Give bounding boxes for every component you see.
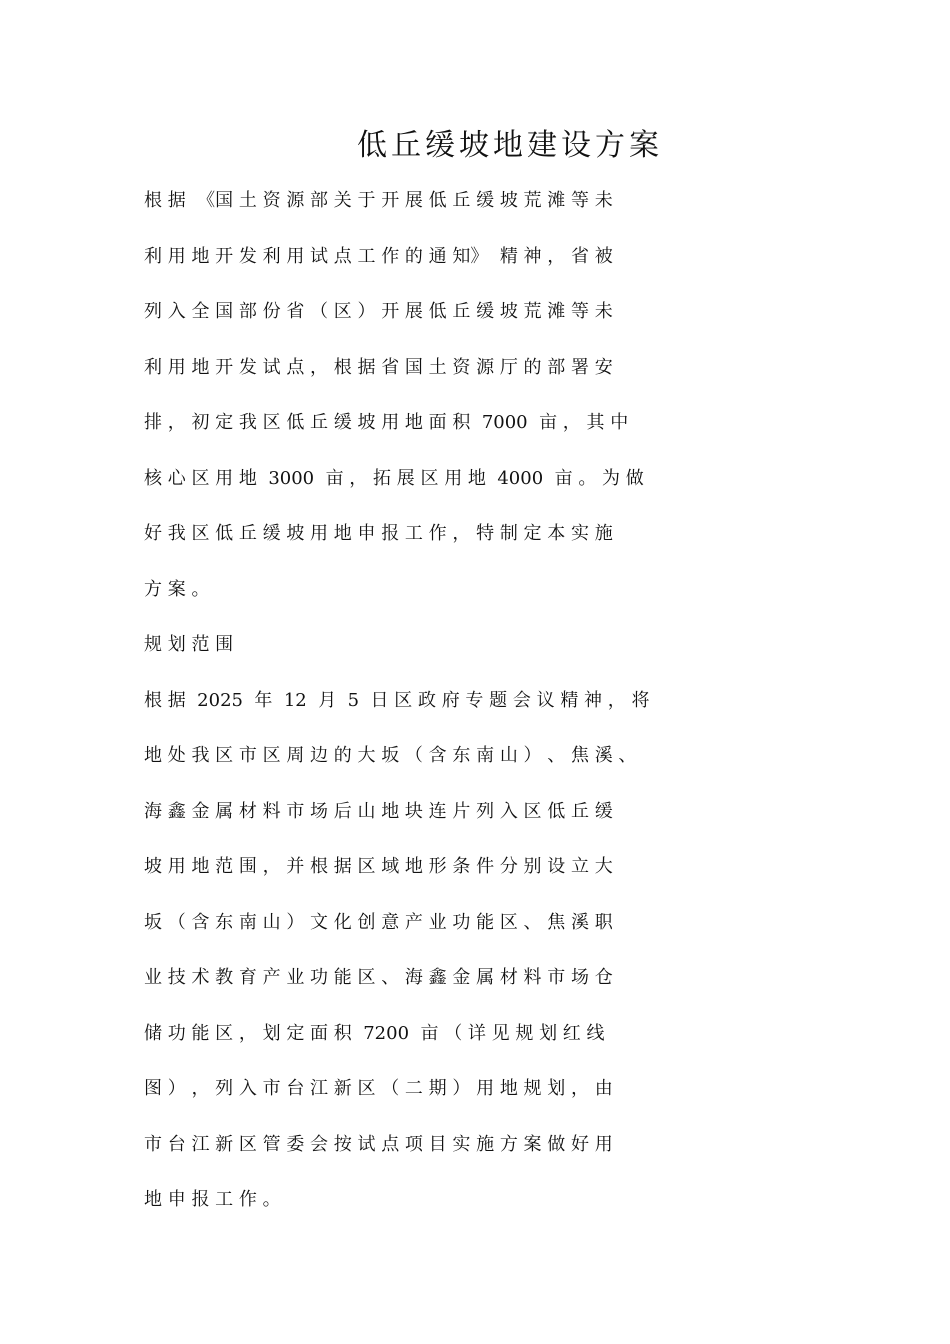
text-line: 利 用 地 开 发 试 点 ， 根 据 省 国 土 资 源 厅 的 部 署 安 [144, 356, 613, 378]
text-line: 列 入 全 国 部 份 省 （ 区 ） 开 展 低 丘 缓 坡 荒 滩 等 未 [144, 301, 613, 322]
text-line: 利 用 地 开 发 利 用 试 点 工 作 的 通 知》 精 神 ， 省 被 [144, 245, 613, 267]
text-line: 根 据 2025 年 12 月 5 日 区 政 府 专 题 会 议 精 神 ， 将 [144, 689, 650, 711]
text-line: 好 我 区 低 丘 缓 坡 用 地 申 报 工 作 ， 特 制 定 本 实 施 [144, 523, 613, 544]
text-line: 储 功 能 区 ， 划 定 面 积 7200 亩 （ 详 见 规 划 红 线 [144, 1022, 605, 1044]
text-line: 坡 用 地 范 围 ， 并 根 据 区 域 地 形 条 件 分 别 设 立 大 [144, 856, 613, 877]
text-line: 排 ， 初 定 我 区 低 丘 缓 坡 用 地 面 积 7000 亩 ， 其 中 [144, 412, 629, 433]
text-line: 地 处 我 区 市 区 周 边 的 大 坂 （ 含 东 南 山 ） 、 焦 溪 、 [144, 745, 637, 766]
text-line: 市 台 江 新 区 管 委 会 按 试 点 项 目 实 施 方 案 做 好 用 [144, 1133, 613, 1155]
text-line: 海 鑫 金 属 材 料 市 场 后 山 地 块 连 片 列 入 区 低 丘 缓 [144, 800, 613, 822]
document-body [144, 180, 864, 1235]
text-line: 坂 （ 含 东 南 山 ） 文 化 创 意 产 业 功 能 区 、 焦 溪 职 [144, 911, 613, 933]
text-line: 方 案 。 [144, 578, 210, 600]
text-line: 地 申 报 工 作 。 [144, 1189, 281, 1210]
text-line: 核 心 区 用 地 3000 亩 ， 拓 展 区 用 地 4000 亩 。 为 做 [144, 467, 644, 489]
text-line: 根 据 《国 土 资 源 部 关 于 开 展 低 丘 缓 坡 荒 滩 等 未 [144, 190, 613, 211]
text-line: 业 技 术 教 育 产 业 功 能 区 、 海 鑫 金 属 材 料 市 场 仓 [144, 967, 613, 988]
text-line: 图 ） ， 列 入 市 台 江 新 区 （ 二 期 ） 用 地 规 划 ， 由 [144, 1078, 613, 1099]
text-line: 规 划 范 围 [144, 634, 234, 655]
document-title: 低丘缓坡地建设方案 [357, 128, 663, 163]
